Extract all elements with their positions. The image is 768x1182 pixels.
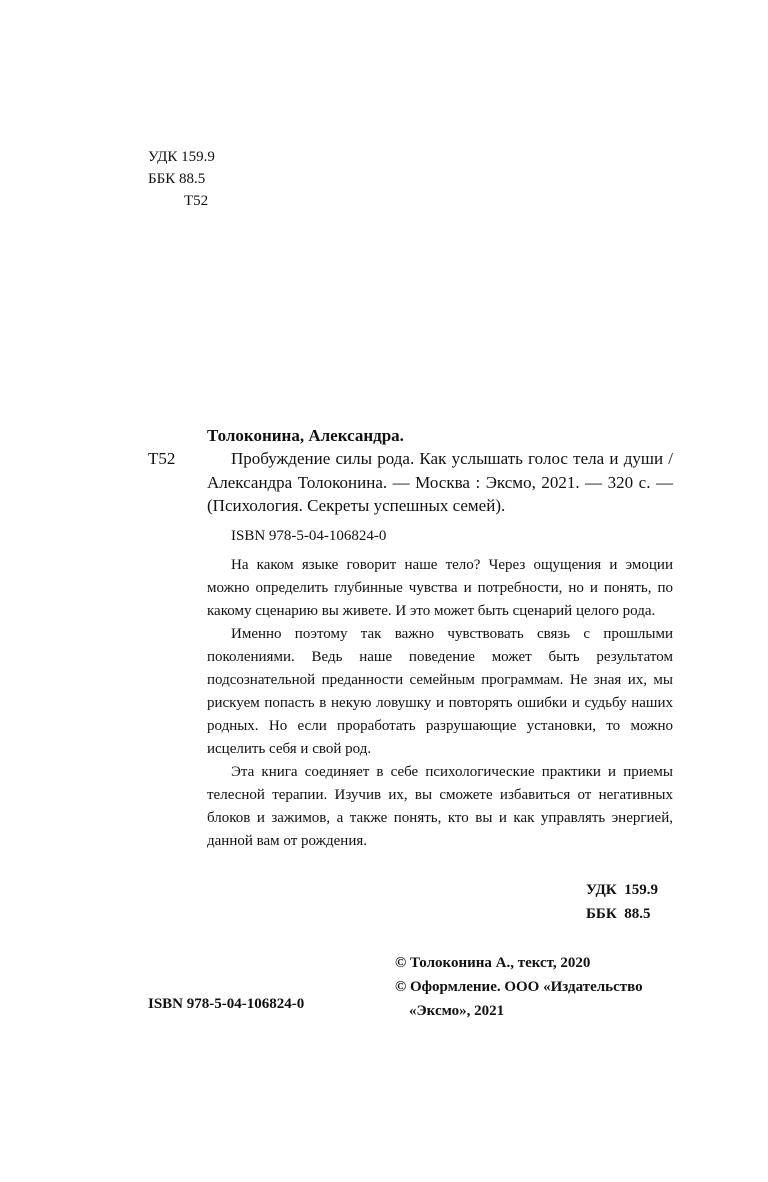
annotation-paragraph: На каком языке говорит наше тело? Через ощущения и эмоции можно определить глубинные чувства и потребности, но и понять, по какому сценарию вы живете. И это может быть сценарий целого рода. (207, 556, 673, 619)
annotation (207, 554, 673, 853)
bottom-bbk-code: ББК 88.5 (586, 906, 651, 922)
bottom-udk-code: УДК 159.9 (586, 882, 658, 898)
udk-code: УДК 159.9 (148, 149, 215, 165)
author-heading: Толоконина, Александра. (207, 426, 404, 445)
isbn-bottom: ISBN 978-5-04-106824-0 (148, 996, 305, 1012)
bbk-code: ББК 88.5 (148, 171, 206, 187)
catalog-record (207, 447, 673, 853)
record-cutter-code: Т52 (148, 449, 176, 468)
record-isbn: ISBN 978-5-04-106824-0 (231, 527, 387, 544)
copyright-design-line-cont: «Эксмо», 2021 (409, 1003, 505, 1019)
top-classification-codes (148, 146, 215, 212)
copyright-text-line: © Толоконина А., текст, 2020 (395, 955, 591, 971)
copyright-design-line: © Оформление. ООО «Издательство (395, 979, 643, 995)
annotation-paragraph: Эта книга соединяет в себе психологические практики и приемы телесной терапии. Изучив их, вы сможете избавиться от негативных блоков и зажимов, а также понять, кто вы и как управлять энергией, данной вам от рождения. (207, 763, 673, 849)
bibliographic-description: Пробуждение силы рода. Как услышать голос тела и души / Александра Толоконина. — Москва : Эксмо, 2021. — 320 с. — (Психология. Секреты успешных семей). (207, 449, 673, 515)
copyright-notice (395, 951, 675, 1023)
cutter-code: Т52 (184, 193, 209, 209)
annotation-paragraph: Именно поэтому так важно чувствовать связь с прошлыми поколениями. Ведь наше поведение может быть результатом подсознательной преданности семейным программам. Не зная их, мы рискуем попасть в некую ловушку и повторять ошибки и судьбу наших родных. Но если проработать разрушающие установки, то можно исцелить себя и свой род. (207, 625, 673, 757)
bottom-classification-codes (586, 878, 658, 926)
